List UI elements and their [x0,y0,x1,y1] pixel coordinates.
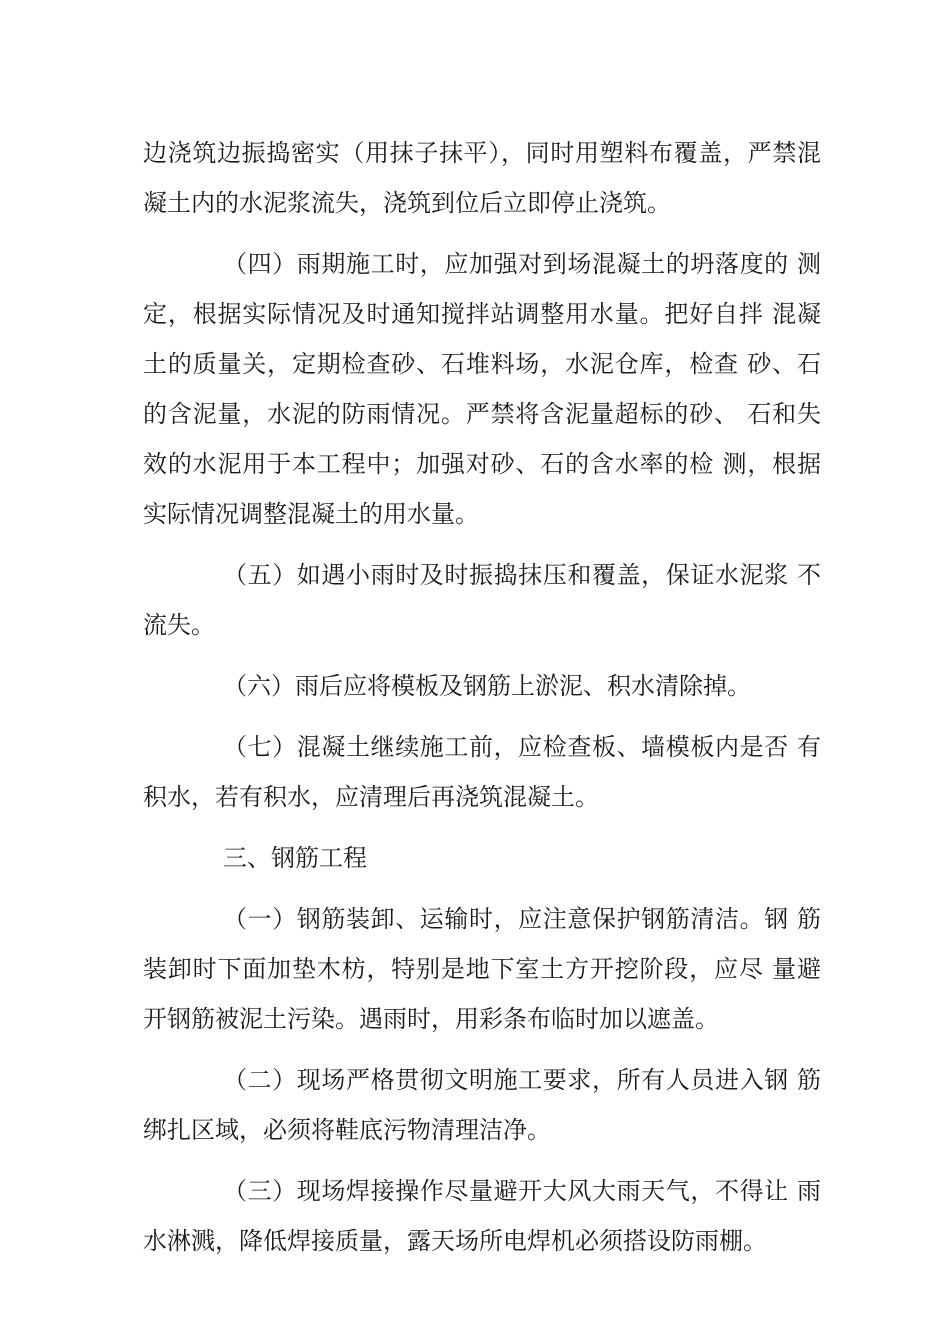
paragraph-item-6: （六）雨后应将模板及钢筋上淤泥、积水清除掉。 [223,672,751,700]
paragraph-item-2: （二）现场严格贯彻文明施工要求，所有人员进入钢 筋绑扎区域，必须将鞋底污物清理洁净。 [143,1066,821,1144]
document-body [143,128,821,1277]
paragraph-continuation: 边浇筑边振捣密实（用抹子抹平），同时用塑料布覆盖，严禁混凝土内的水泥浆流失，浇筑到位后立即停止浇筑。 [143,139,821,217]
paragraph-item-1: （一）钢筋装卸、运输时，应注意保护钢筋清洁。钢 筋装卸时下面加垫木枋，特别是地下室土方开挖阶段，应尽 量避开钢筋被泥土污染。遇雨时，用彩条布临时加以遮盖。 [143,905,821,1033]
section-heading-rebar: 三、钢筋工程 [223,844,367,872]
paragraph-item-4: （四）雨期施工时，应加强对到场混凝土的坍落度的 测定，根据实际情况及时通知搅拌站调整用水量。把好自拌 混凝土的质量关，定期检查砂、石堆料场，水泥仓库，检查 砂、石的含泥量，水泥的防雨情况。严禁将含泥量超标的砂、 石和失效的水泥用于本工程中；加强对砂、石的含水率的检 测，根据实际情况调整混凝土的用水量。 [143,250,821,528]
paragraph-item-3: （三）现场焊接操作尽量避开大风大雨天气，不得让 雨水淋溅，降低焊接质量，露天场所电焊机必须搭设防雨棚。 [143,1177,821,1255]
paragraph-item-7: （七）混凝土继续施工前，应检查板、墙模板内是否 有积水，若有积水，应清理后再浇筑混凝土。 [143,733,821,811]
paragraph-item-5: （五）如遇小雨时及时振捣抹压和覆盖，保证水泥浆 不流失。 [143,561,821,639]
